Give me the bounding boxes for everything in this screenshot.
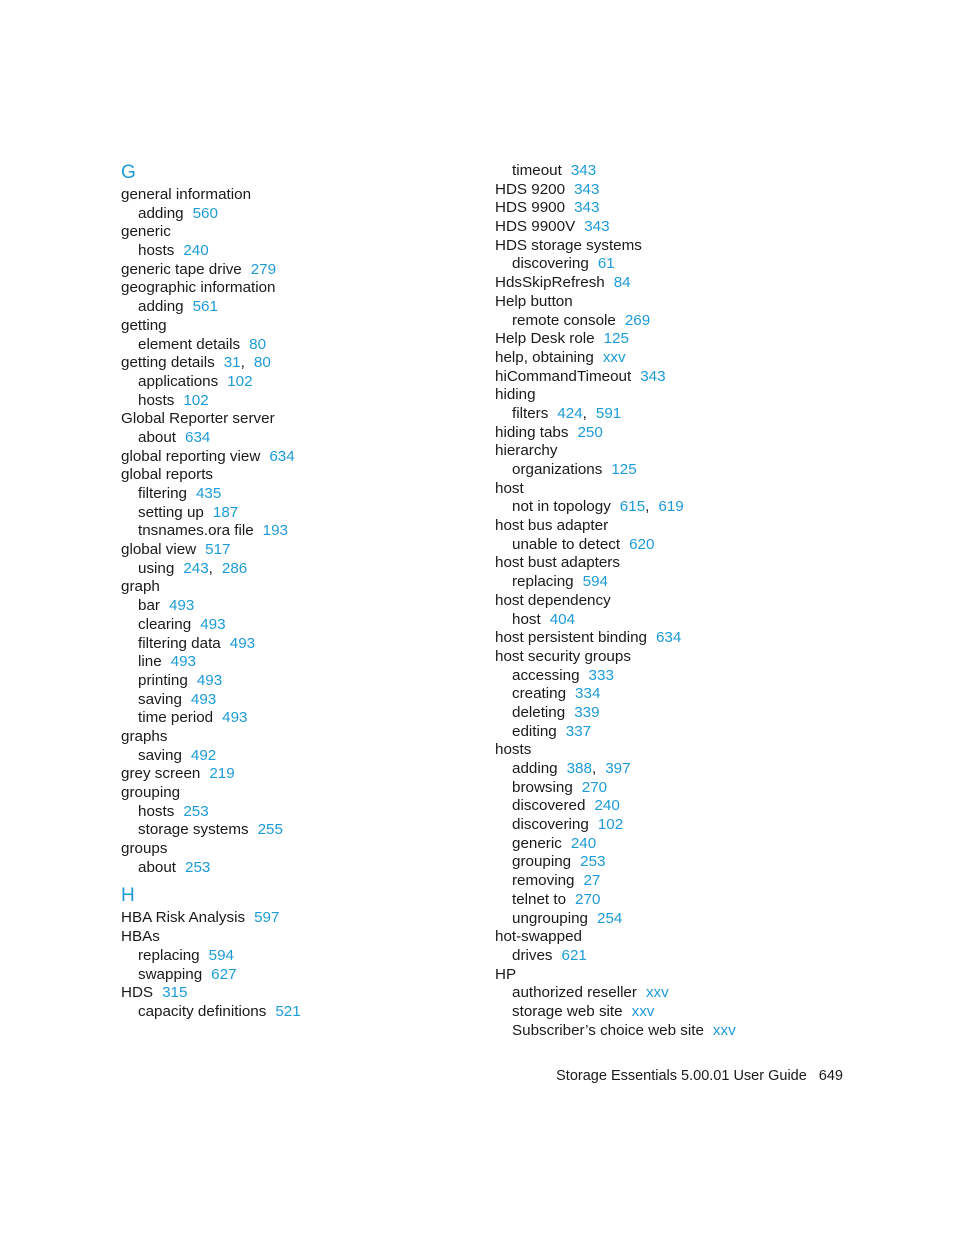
- page-reference-link[interactable]: 634: [185, 428, 211, 446]
- index-entry: [495, 741, 855, 760]
- index-subentry: [121, 966, 481, 985]
- index-term: hiCommandTimeout: [495, 367, 632, 385]
- index-term: host persistent binding: [495, 629, 647, 647]
- index-entry: [495, 274, 855, 293]
- page-reference-link[interactable]: 187: [212, 503, 239, 521]
- page-reference-link[interactable]: 193: [262, 522, 288, 540]
- index-term: generic tape drive: [121, 260, 242, 278]
- page-reference-link[interactable]: 250: [577, 423, 603, 441]
- index-entry: [121, 784, 481, 803]
- index-term: generic: [512, 834, 562, 852]
- index-term: adding: [512, 760, 558, 777]
- index-term: time period: [138, 709, 214, 727]
- index-term: timeout: [512, 162, 562, 179]
- index-entry: [495, 629, 855, 648]
- index-term: hosts: [138, 242, 175, 260]
- index-entry: [121, 354, 481, 373]
- index-term: HBA Risk Analysis: [121, 909, 246, 927]
- page-reference-link[interactable]: xxv: [712, 1021, 736, 1039]
- index-subentry: [121, 392, 481, 411]
- index-term: hot-swapped: [495, 928, 582, 946]
- index-entry: [121, 728, 481, 747]
- index-term: global reports: [121, 466, 214, 484]
- index-term: ungrouping: [512, 909, 589, 927]
- index-entry: [495, 554, 855, 573]
- index-term: graph: [121, 578, 160, 596]
- index-term: not in topology: [512, 498, 611, 516]
- page-reference-link[interactable]: xxv: [631, 1002, 655, 1020]
- index-subentry: [495, 891, 855, 910]
- page-reference-link[interactable]: 333: [588, 666, 614, 684]
- index-term: host: [495, 479, 524, 497]
- index-term: tnsnames.ora file: [138, 522, 254, 540]
- index-term: HdsSkipRefresh: [495, 274, 605, 292]
- index-term: filters: [512, 404, 549, 422]
- page-reference-link[interactable]: 493: [200, 615, 226, 633]
- index-subentry: [121, 522, 481, 541]
- page-reference-link[interactable]: 492: [190, 746, 217, 764]
- index-term: HDS 9900V: [495, 218, 576, 236]
- index-entry: [121, 928, 481, 947]
- index-subentry: [121, 616, 481, 635]
- index-subentry: [121, 560, 481, 579]
- index-term: element details: [138, 335, 241, 353]
- index-entry: [495, 218, 855, 237]
- index-subentry: [495, 760, 855, 779]
- index-term: deleting: [512, 703, 566, 721]
- page-reference-link[interactable]: 270: [575, 890, 601, 908]
- index-subentry: [121, 205, 481, 224]
- page-reference-link[interactable]: 404: [549, 610, 576, 628]
- page-reference-link[interactable]: xxv: [645, 984, 669, 1002]
- page-reference-link[interactable]: 243: [183, 559, 209, 577]
- page-reference-link[interactable]: 61: [597, 255, 615, 273]
- page-reference-link[interactable]: 634: [269, 447, 295, 465]
- index-term: hosts: [495, 741, 532, 759]
- index-term: HDS: [121, 984, 154, 1002]
- index-subentry: [121, 485, 481, 504]
- index-subentry: [495, 704, 855, 723]
- index-subentry: [495, 536, 855, 555]
- index-entry: [495, 592, 855, 611]
- index-term: creating: [512, 685, 567, 703]
- index-term: about: [138, 428, 177, 446]
- index-entry: [495, 928, 855, 947]
- index-entry: [495, 442, 855, 461]
- page-reference-link[interactable]: 397: [605, 760, 631, 777]
- index-term: discovering: [512, 255, 589, 273]
- index-term: adding: [138, 204, 184, 222]
- page-reference-link[interactable]: 253: [580, 853, 606, 871]
- index-entry: [121, 909, 481, 928]
- index-subentry: [495, 667, 855, 686]
- index-subentry: [121, 672, 481, 691]
- index-subentry: [495, 312, 855, 331]
- index-entry: [495, 330, 855, 349]
- page-reference-link[interactable]: 343: [574, 199, 600, 217]
- page-number: 649: [818, 1068, 843, 1084]
- page-reference-link[interactable]: 254: [597, 909, 623, 927]
- index-subentry: [495, 162, 855, 181]
- index-term: HBAs: [121, 928, 160, 946]
- index-subentry: [121, 947, 481, 966]
- page-reference-link[interactable]: 240: [183, 242, 209, 260]
- page-reference-link[interactable]: 343: [584, 218, 610, 236]
- index-subentry: [495, 779, 855, 798]
- index-column-right: [495, 162, 855, 1040]
- index-entry: [121, 448, 481, 467]
- page-reference-link[interactable]: 240: [570, 834, 597, 852]
- index-term: graphs: [121, 727, 168, 745]
- index-entry: [121, 541, 481, 560]
- index-term: host dependency: [495, 591, 611, 609]
- footer-title: Storage Essentials 5.00.01 User Guide: [556, 1068, 807, 1084]
- page-footer: [556, 1067, 843, 1085]
- index-subentry: [121, 709, 481, 728]
- index-term: using: [138, 559, 175, 577]
- page-reference-link[interactable]: 102: [597, 816, 624, 834]
- index-entry: [495, 966, 855, 985]
- page-reference-link[interactable]: 253: [185, 858, 211, 876]
- index-subentry: [495, 498, 855, 517]
- index-term: clearing: [138, 615, 192, 633]
- index-term: unable to detect: [512, 535, 621, 553]
- page-reference-link[interactable]: 493: [168, 597, 195, 615]
- index-subentry: [495, 461, 855, 480]
- index-subentry: [121, 821, 481, 840]
- index-term: groups: [121, 840, 168, 858]
- index-term: host security groups: [495, 647, 631, 665]
- index-term: generic: [121, 223, 171, 241]
- index-term: replacing: [512, 573, 574, 591]
- page-reference-link[interactable]: 435: [195, 485, 222, 502]
- page-reference-link[interactable]: 337: [565, 722, 592, 740]
- page-reference-link[interactable]: 125: [603, 330, 629, 348]
- page-reference-link[interactable]: 270: [581, 778, 608, 796]
- index-term: hierarchy: [495, 442, 558, 460]
- index-term: global reporting view: [121, 447, 261, 465]
- page-reference-link[interactable]: 594: [208, 946, 234, 964]
- index-term: storage web site: [512, 1002, 623, 1020]
- index-term: accessing: [512, 666, 580, 684]
- page-reference-link[interactable]: 621: [561, 946, 587, 964]
- index-subentry: [495, 723, 855, 742]
- index-subentry: [495, 255, 855, 274]
- index-entry: [121, 317, 481, 336]
- page-reference-link[interactable]: 561: [192, 298, 218, 316]
- page-reference-link[interactable]: 80: [253, 354, 271, 372]
- index-term: grouping: [512, 853, 572, 871]
- index-entry: [495, 199, 855, 218]
- index-subentry: [121, 242, 481, 261]
- page-reference-link[interactable]: 84: [613, 274, 631, 292]
- index-subentry: [495, 1003, 855, 1022]
- page-reference-link[interactable]: 560: [192, 204, 218, 222]
- index-term: HDS 9200: [495, 180, 566, 198]
- index-subentry: [495, 1022, 855, 1041]
- index-term: hiding tabs: [495, 423, 569, 441]
- index-subentry: [121, 1003, 481, 1022]
- index-subentry: [121, 653, 481, 672]
- index-term: remote console: [512, 311, 616, 329]
- index-term: discovering: [512, 816, 589, 834]
- index-column-left: [121, 162, 481, 1022]
- page-reference-link[interactable]: 615: [619, 498, 646, 516]
- page-reference-link[interactable]: 31: [223, 354, 241, 372]
- index-subentry: [495, 835, 855, 854]
- index-entry: [121, 223, 481, 242]
- page-reference-link[interactable]: 80: [249, 335, 267, 353]
- index-term: global view: [121, 541, 197, 559]
- index-term: about: [138, 858, 177, 876]
- index-term: Global Reporter server: [121, 410, 275, 428]
- index-subentry: [495, 947, 855, 966]
- index-entry: [121, 186, 481, 205]
- page-reference-link[interactable]: 521: [275, 1002, 301, 1020]
- page-reference-link[interactable]: 253: [183, 802, 209, 820]
- page-reference-link[interactable]: 343: [574, 180, 600, 198]
- page-reference-link[interactable]: 619: [658, 498, 684, 516]
- index-term: hosts: [138, 391, 175, 409]
- page-reference-link[interactable]: 493: [190, 690, 217, 708]
- index-term: telnet to: [512, 890, 567, 908]
- index-term: saving: [138, 690, 182, 708]
- page-reference-link[interactable]: 343: [640, 367, 666, 385]
- index-term: editing: [512, 722, 557, 740]
- index-subentry: [121, 803, 481, 822]
- page-reference-link[interactable]: xxv: [602, 348, 626, 366]
- page-reference-link[interactable]: 240: [594, 797, 620, 815]
- page-reference-link[interactable]: 627: [211, 965, 237, 983]
- page-reference-link[interactable]: 591: [595, 404, 622, 422]
- index-subentry: [121, 691, 481, 710]
- index-term: discovered: [512, 797, 586, 815]
- index-term: Help button: [495, 292, 573, 310]
- page-reference-link[interactable]: 27: [583, 872, 601, 890]
- page-reference-link[interactable]: 343: [570, 162, 597, 179]
- page-reference-link[interactable]: 339: [574, 703, 600, 721]
- page-reference-link[interactable]: 269: [624, 311, 651, 329]
- index-term: getting: [121, 316, 167, 334]
- index-term: setting up: [138, 503, 204, 521]
- index-entry: [495, 648, 855, 667]
- page-reference-link[interactable]: 620: [629, 535, 655, 553]
- index-subentry: [495, 405, 855, 424]
- index-subentry: [495, 816, 855, 835]
- index-subentry: [121, 298, 481, 317]
- index-entry: [495, 424, 855, 443]
- page-reference-link[interactable]: 597: [254, 909, 280, 927]
- index-term: HDS storage systems: [495, 236, 642, 254]
- index-term: host: [512, 610, 541, 628]
- index-subentry: [495, 573, 855, 592]
- index-subentry: [121, 504, 481, 523]
- index-entry: [121, 765, 481, 784]
- index-entry: [495, 386, 855, 405]
- index-term: line: [138, 653, 162, 671]
- page-reference-link[interactable]: 493: [222, 709, 248, 727]
- index-term: storage systems: [138, 821, 249, 839]
- index-subentry: [121, 597, 481, 616]
- index-term: drives: [512, 946, 553, 964]
- index-subentry: [121, 373, 481, 392]
- index-term: filtering data: [138, 634, 221, 652]
- index-entry: [121, 984, 481, 1003]
- index-entry: [495, 293, 855, 312]
- index-term: authorized reseller: [512, 984, 637, 1002]
- index-term: geographic information: [121, 279, 276, 297]
- index-entry: [495, 517, 855, 536]
- page-reference-link[interactable]: 493: [196, 671, 223, 689]
- page-reference-link[interactable]: 594: [582, 573, 608, 591]
- page-separator: ,: [208, 559, 213, 577]
- page-reference-link[interactable]: 493: [170, 653, 196, 671]
- index-term: organizations: [512, 461, 603, 478]
- page-reference-link[interactable]: 315: [162, 984, 188, 1002]
- index-term: applications: [138, 372, 219, 390]
- index-term: grouping: [121, 784, 181, 801]
- index-term: grey screen: [121, 765, 201, 783]
- index-term: capacity definitions: [138, 1002, 267, 1020]
- index-subentry: [495, 685, 855, 704]
- index-entry: [121, 466, 481, 485]
- index-subentry: [121, 859, 481, 878]
- index-entry: [121, 279, 481, 298]
- index-term: adding: [138, 298, 184, 316]
- page-reference-link[interactable]: 286: [221, 559, 248, 577]
- index-section-letter: G: [121, 162, 136, 183]
- page-reference-link[interactable]: 634: [655, 629, 682, 647]
- index-term: host bust adapters: [495, 554, 620, 572]
- index-term: HP: [495, 965, 517, 983]
- index-term: removing: [512, 872, 575, 890]
- page-separator: ,: [240, 354, 245, 372]
- page-reference-link[interactable]: 125: [611, 461, 637, 478]
- index-entry: [121, 840, 481, 859]
- index-term: Help Desk role: [495, 330, 595, 348]
- index-subentry: [495, 853, 855, 872]
- index-entry: [495, 480, 855, 499]
- index-subentry: [121, 635, 481, 654]
- page-reference-link[interactable]: 102: [183, 391, 209, 409]
- index-term: getting details: [121, 354, 215, 372]
- index-subentry: [121, 336, 481, 355]
- index-entry: [495, 349, 855, 368]
- index-subentry: [121, 429, 481, 448]
- index-entry: [121, 578, 481, 597]
- index-term: general information: [121, 186, 252, 203]
- index-term: bar: [138, 597, 160, 615]
- index-term: browsing: [512, 778, 573, 796]
- index-term: saving: [138, 746, 182, 764]
- index-subentry: [495, 797, 855, 816]
- index-term: printing: [138, 671, 188, 689]
- index-term: filtering: [138, 485, 187, 502]
- index-term: HDS 9900: [495, 199, 566, 217]
- index-subentry: [495, 910, 855, 929]
- page-reference-link[interactable]: 424: [557, 404, 583, 422]
- index-term: swapping: [138, 965, 203, 983]
- index-term: Subscriber’s choice web site: [512, 1021, 704, 1039]
- index-entry: [495, 181, 855, 200]
- index-term: host bus adapter: [495, 517, 609, 535]
- page-reference-link[interactable]: 334: [575, 685, 601, 703]
- index-entry: [495, 368, 855, 387]
- page-reference-link[interactable]: 279: [250, 260, 277, 278]
- index-subentry: [121, 747, 481, 766]
- page-separator: ,: [582, 404, 587, 422]
- page-reference-link[interactable]: 493: [229, 634, 256, 652]
- page-reference-link[interactable]: 102: [227, 372, 253, 390]
- index-subentry: [495, 984, 855, 1003]
- page-separator: ,: [645, 498, 650, 516]
- page-separator: ,: [591, 760, 597, 777]
- index-entry: [495, 237, 855, 256]
- index-term: replacing: [138, 946, 200, 964]
- index-subentry: [495, 872, 855, 891]
- index-term: hiding: [495, 386, 536, 404]
- index-entry: [121, 261, 481, 280]
- index-term: hosts: [138, 802, 175, 820]
- page-reference-link[interactable]: 255: [257, 821, 283, 839]
- index-term: help, obtaining: [495, 348, 594, 366]
- index-section-letter: H: [121, 885, 135, 907]
- index-subentry: [495, 611, 855, 630]
- page-reference-link[interactable]: 517: [205, 541, 231, 559]
- index-entry: [121, 410, 481, 429]
- page-reference-link[interactable]: 388: [566, 760, 592, 777]
- page-reference-link[interactable]: 219: [209, 765, 235, 783]
